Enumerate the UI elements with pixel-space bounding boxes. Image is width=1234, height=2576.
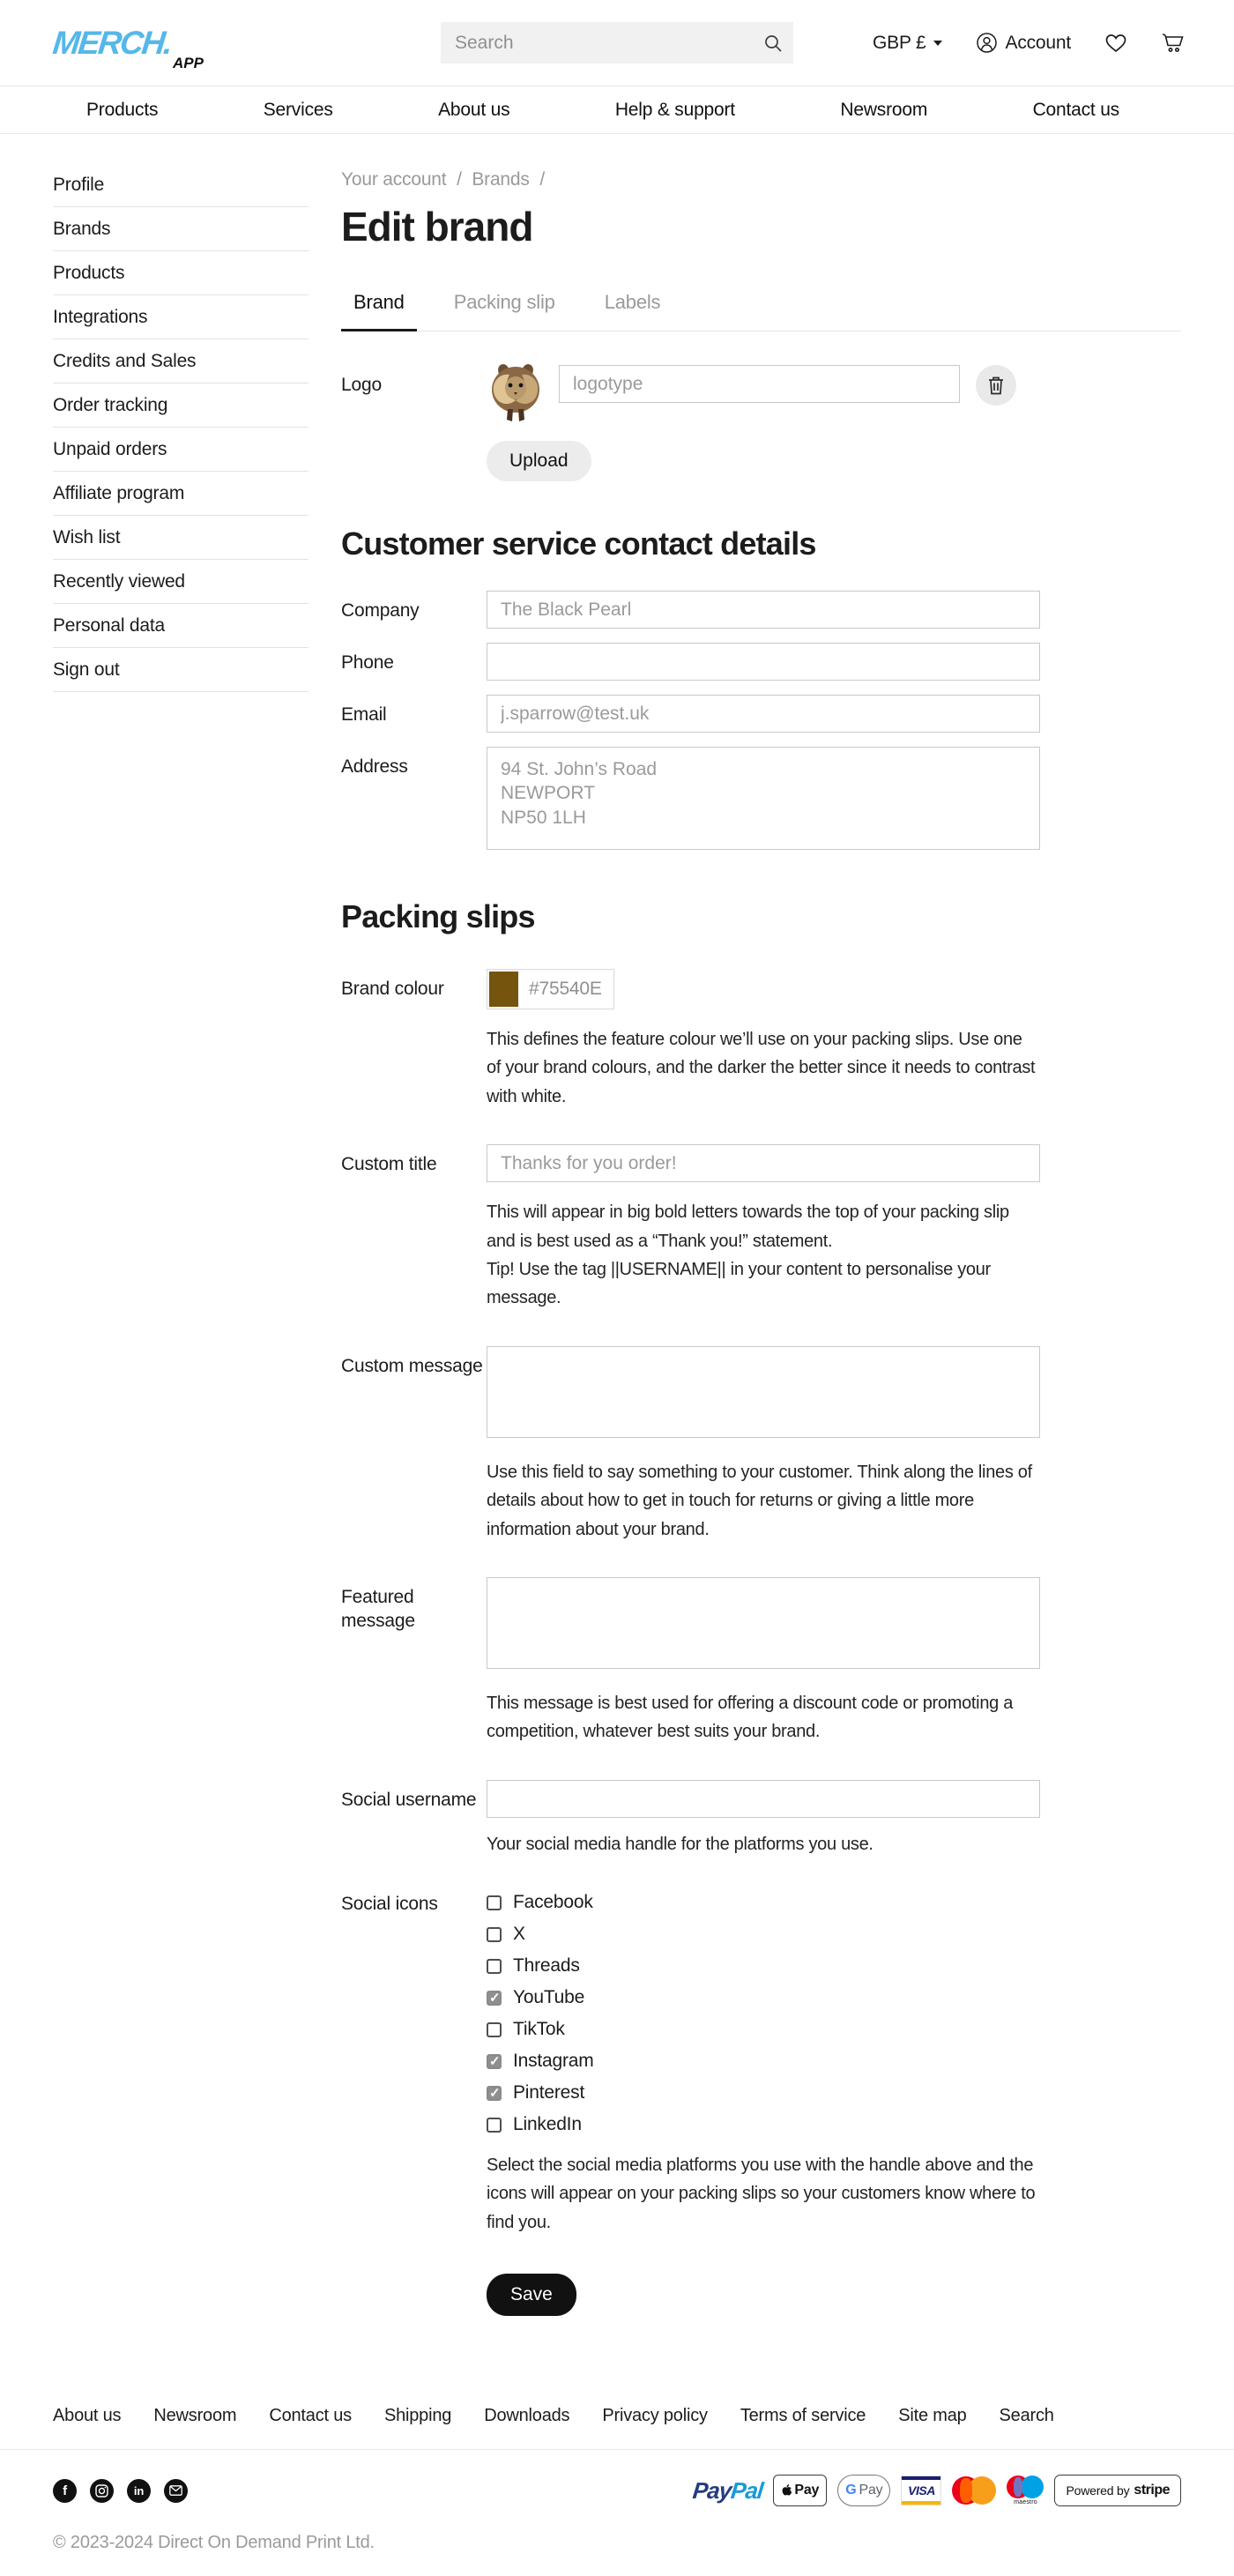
- social-option[interactable]: [487, 2082, 1040, 2103]
- company-label: Company: [341, 600, 420, 621]
- footer-link[interactable]: Privacy policy: [602, 2406, 708, 2426]
- social-option-label: Instagram: [513, 2051, 594, 2072]
- account-button[interactable]: [976, 32, 1071, 54]
- logo-filename-input[interactable]: [559, 365, 960, 403]
- custom-title-input[interactable]: [487, 1144, 1040, 1182]
- tab[interactable]: Brand: [341, 291, 417, 331]
- social-icons-checkbox-group: [487, 1892, 1040, 2135]
- social-option-label: YouTube: [513, 1987, 585, 2008]
- cart-button[interactable]: [1161, 32, 1185, 55]
- brand-colour-swatch: [489, 972, 518, 1007]
- address-field-row: [341, 747, 1181, 854]
- mastercard-logo: [952, 2476, 996, 2505]
- trash-icon: [986, 375, 1006, 396]
- search-button[interactable]: [753, 22, 793, 63]
- social-option[interactable]: [487, 1987, 1040, 2008]
- checkbox[interactable]: [487, 2022, 502, 2037]
- footer-social-icons: [53, 2479, 188, 2503]
- instagram-icon[interactable]: [90, 2479, 114, 2503]
- custom-message-field-row: [341, 1346, 1181, 1544]
- apple-pay-logo: Pay: [773, 2475, 827, 2506]
- contact-section-heading: Customer service contact details: [341, 525, 816, 562]
- copyright-text: © 2023-2024 Direct On Demand Print Ltd.: [53, 2533, 375, 2553]
- brand-tabs: [341, 291, 1181, 331]
- phone-label: Phone: [341, 652, 394, 673]
- payment-methods: [693, 2475, 1181, 2506]
- checkbox[interactable]: [487, 1959, 502, 1974]
- company-input[interactable]: [487, 591, 1040, 629]
- paypal-logo: PayPal: [691, 2476, 765, 2504]
- checkbox[interactable]: [487, 2086, 502, 2101]
- delete-logo-button[interactable]: [976, 365, 1016, 406]
- logo-label: Logo: [341, 375, 382, 395]
- sidebar-item[interactable]: Credits and Sales: [53, 339, 308, 383]
- social-option[interactable]: [487, 2051, 1040, 2072]
- custom-message-textarea[interactable]: [487, 1346, 1040, 1438]
- search-box: [441, 22, 793, 63]
- google-pay-logo: G Pay: [837, 2475, 890, 2506]
- featured-message-textarea[interactable]: [487, 1577, 1040, 1669]
- social-option-label: X: [513, 1924, 525, 1945]
- footer-link[interactable]: Terms of service: [740, 2406, 866, 2426]
- email-field-row: [341, 695, 1181, 733]
- currency-label: GBP £: [873, 32, 926, 53]
- header-actions: [873, 0, 1185, 86]
- footer-link[interactable]: Search: [999, 2406, 1054, 2426]
- social-option-label: TikTok: [513, 2019, 565, 2040]
- brand-colour-picker[interactable]: [487, 969, 614, 1009]
- stripe-badge: Powered by stripe: [1054, 2475, 1181, 2506]
- breadcrumb-link[interactable]: Brands: [472, 169, 530, 190]
- social-icons-label: Social icons: [341, 1894, 438, 1915]
- save-button[interactable]: Save: [487, 2274, 576, 2316]
- upload-button[interactable]: Upload: [487, 441, 591, 481]
- merch-app-logo[interactable]: [50, 24, 207, 71]
- social-option-label: Threads: [513, 1955, 580, 1977]
- currency-selector[interactable]: [873, 33, 941, 54]
- social-username-label: Social username: [341, 1789, 477, 1810]
- visa-logo: VISA: [901, 2475, 941, 2505]
- sidebar-item[interactable]: Products: [53, 251, 308, 295]
- social-username-input[interactable]: [487, 1780, 1040, 1818]
- search-icon: [762, 33, 784, 54]
- sidebar-item[interactable]: Recently viewed: [53, 560, 308, 604]
- checkbox[interactable]: [487, 1895, 502, 1910]
- social-option[interactable]: [487, 1892, 1040, 1913]
- checkbox[interactable]: [487, 1991, 502, 2006]
- chevron-down-icon: [933, 41, 942, 46]
- custom-title-help: This will appear in big bold letters towards the top of your packing slip and is best used as a “Thank you!” statement. Tip! Use the tag ||USERNAME|| in your content to personalise your message.: [487, 1202, 1009, 1308]
- footer-link[interactable]: Newsroom: [153, 2406, 237, 2426]
- site-header: [0, 0, 1234, 86]
- sidebar-item[interactable]: Affiliate program: [53, 472, 308, 516]
- linkedin-icon[interactable]: in: [127, 2479, 151, 2503]
- sidebar-item[interactable]: Integrations: [53, 295, 308, 339]
- featured-message-field-row: [341, 1577, 1181, 1746]
- site-footer: [0, 2316, 1234, 2576]
- brand-colour-help: This defines the feature colour we’ll use on your packing slips. Use one of your brand colours, and the darker the better since it needs to contrast with white.: [487, 1030, 1036, 1106]
- custom-title-field-row: [341, 1144, 1181, 1313]
- primary-nav: [0, 86, 1234, 134]
- social-option[interactable]: [487, 2019, 1040, 2040]
- breadcrumb-link[interactable]: Your account: [341, 169, 447, 190]
- user-icon: [976, 32, 998, 54]
- nav-item[interactable]: Products: [86, 99, 159, 120]
- company-field-row: [341, 591, 1181, 629]
- heart-icon: [1104, 33, 1127, 54]
- featured-message-help: This message is best used for offering a discount code or promoting a competition, whatever best suits your brand.: [487, 1693, 1014, 1742]
- sidebar-item[interactable]: Personal data: [53, 604, 308, 648]
- address-label: Address: [341, 756, 408, 777]
- nav-item[interactable]: Contact us: [1032, 99, 1119, 120]
- phone-field-row: [341, 643, 1181, 681]
- nav-item[interactable]: About us: [438, 99, 510, 120]
- logo-app-text: APP: [173, 54, 204, 71]
- sidebar-item[interactable]: Sign out: [53, 648, 308, 692]
- edit-brand-main: [341, 169, 1181, 2316]
- featured-message-label: Featured message: [341, 1586, 415, 1632]
- sidebar-item[interactable]: Profile: [53, 163, 308, 207]
- facebook-icon[interactable]: f: [53, 2479, 77, 2503]
- email-icon[interactable]: [164, 2479, 188, 2503]
- phone-input[interactable]: [487, 643, 1040, 681]
- brand-colour-hex: #75540E: [529, 979, 602, 999]
- footer-divider: [0, 2449, 1234, 2450]
- account-label: Account: [1005, 32, 1071, 53]
- footer-link[interactable]: About us: [53, 2406, 122, 2426]
- sidebar-item[interactable]: Unpaid orders: [53, 428, 308, 472]
- tab[interactable]: Labels: [604, 291, 661, 313]
- custom-title-label: Custom title: [341, 1154, 437, 1175]
- brand-logo-image: [487, 361, 545, 423]
- social-icons-field-row: [341, 1892, 1181, 2237]
- sidebar-item[interactable]: Wish list: [53, 516, 308, 560]
- nav-item[interactable]: Services: [263, 99, 333, 120]
- footer-link[interactable]: Downloads: [484, 2406, 570, 2426]
- custom-message-label: Custom message: [341, 1355, 483, 1376]
- packing-section-heading: Packing slips: [341, 898, 535, 934]
- breadcrumb-separator: /: [457, 169, 462, 190]
- social-icons-help: Select the social media platforms you use with the handle above and the icons will appear on your packing slips so your customers know where to find you.: [487, 2155, 1036, 2232]
- sidebar-item[interactable]: Brands: [53, 207, 308, 251]
- breadcrumb: [341, 169, 1181, 190]
- footer-link[interactable]: Contact us: [269, 2406, 352, 2426]
- social-username-field-row: [341, 1780, 1181, 1858]
- nav-item[interactable]: Newsroom: [840, 99, 928, 120]
- custom-message-help: Use this field to say something to your customer. Think along the lines of details about how to get in touch for returns or giving a little more information about your brand.: [487, 1462, 1032, 1539]
- nav-item[interactable]: Help & support: [614, 99, 735, 120]
- tab[interactable]: Packing slip: [453, 291, 555, 313]
- address-textarea[interactable]: [487, 747, 1040, 850]
- checkbox[interactable]: [487, 2054, 502, 2069]
- wishlist-button[interactable]: [1104, 33, 1127, 54]
- social-option-label: Pinterest: [513, 2082, 585, 2103]
- logo-merch-text: MERCH.: [50, 24, 174, 61]
- social-option[interactable]: [487, 1955, 1040, 1977]
- brand-colour-label: Brand colour: [341, 979, 444, 999]
- footer-link[interactable]: Shipping: [383, 2406, 452, 2426]
- footer-link[interactable]: Site map: [898, 2406, 967, 2426]
- social-option[interactable]: [487, 1924, 1040, 1945]
- account-sidebar: [53, 163, 308, 692]
- sidebar-item[interactable]: Order tracking: [53, 383, 308, 428]
- maestro-logo: maestro: [1007, 2475, 1044, 2505]
- page-title: Edit brand: [341, 204, 533, 249]
- email-label: Email: [341, 704, 387, 725]
- checkbox[interactable]: [487, 2118, 502, 2133]
- footer-links: [53, 2406, 1181, 2426]
- checkbox[interactable]: [487, 1927, 502, 1942]
- social-option[interactable]: [487, 2114, 1040, 2135]
- social-option-label: LinkedIn: [513, 2114, 582, 2135]
- social-option-label: Facebook: [513, 1892, 593, 1913]
- search-input[interactable]: [441, 33, 753, 54]
- breadcrumb-separator: /: [539, 169, 545, 190]
- social-username-help: Your social media handle for the platforms you use.: [487, 1834, 873, 1854]
- email-input[interactable]: [487, 695, 1040, 733]
- logo-field-row: [341, 365, 1181, 481]
- brand-colour-field-row: [341, 969, 1181, 1111]
- cart-icon: [1161, 32, 1185, 55]
